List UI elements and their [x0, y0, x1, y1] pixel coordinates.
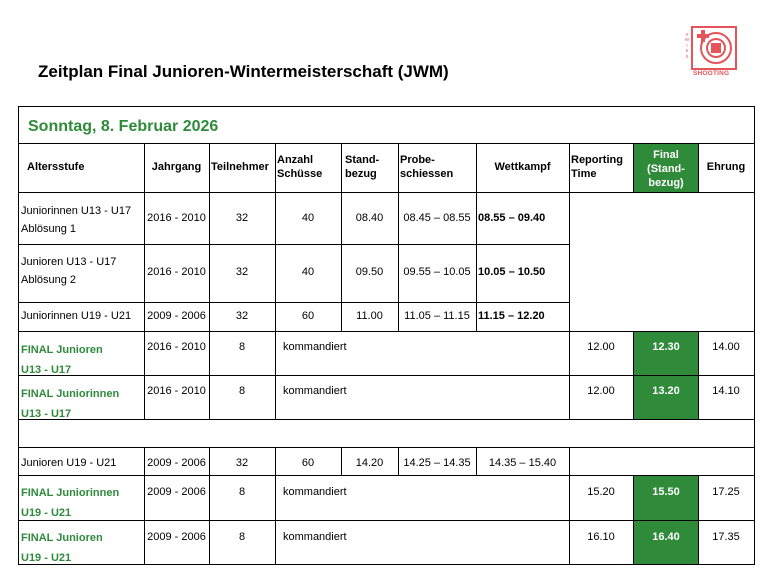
row-2-wettkampf: 10.05 – 10.50: [478, 266, 546, 278]
page-title: Zeitplan Final Junioren-Wintermeisterschaft (JWM): [38, 62, 449, 81]
row-2-probe: 09.55 – 10.05: [403, 266, 471, 278]
row-8-final: 16.40: [634, 521, 698, 564]
row-1-probe: 08.45 – 08.55: [403, 212, 471, 224]
header-teilnehmer: Teilnehmer: [211, 161, 269, 173]
day-heading: Sonntag, 8. Februar 2026: [28, 118, 219, 135]
row-8-teilnehmer: 8: [238, 531, 246, 543]
row-5-final: 13.20: [634, 376, 698, 419]
row-7-final: 15.50: [634, 476, 698, 520]
row-3-probe: 11.05 – 11.15: [404, 310, 470, 322]
header-standbezug: Stand- bezug: [345, 154, 380, 180]
row-1-standbezug: 08.40: [355, 212, 384, 224]
row-4-altersstufe: FINAL Junioren U13 - U17: [21, 344, 103, 376]
row-5-ehrung: 14.10: [712, 385, 740, 397]
row-8-altersstufe: FINAL Junioren U19 - U21: [21, 532, 103, 564]
row-4-modus: kommandiert: [283, 341, 347, 353]
logo-vertical-text: S W I S S: [684, 32, 690, 59]
row-5-teilnehmer: 8: [238, 385, 246, 397]
row-5-modus: kommandiert: [283, 385, 347, 397]
row-6-altersstufe: Junioren U19 - U21: [21, 457, 117, 469]
header-final-standbezug: Final (Stand- bezug): [634, 144, 698, 192]
row-8-modus: kommandiert: [283, 531, 347, 543]
row-2-standbezug: 09.50: [355, 266, 384, 278]
row-7-reporting: 15.20: [587, 486, 615, 498]
header-wettkampf: Wettkampf: [494, 161, 551, 173]
row-5-jahrgang: 2016 - 2010: [147, 385, 206, 397]
row-7-ehrung: 17.25: [712, 486, 740, 498]
row-6-teilnehmer: 32: [235, 457, 249, 469]
row-1-wettkampf: 08.55 – 09.40: [478, 212, 546, 224]
header-reporting-time: Reporting Time: [571, 154, 623, 180]
row-3-teilnehmer: 32: [235, 310, 249, 322]
schedule-table: [18, 106, 755, 565]
row-5-reporting: 12.00: [587, 385, 615, 397]
row-8-ehrung: 17.35: [712, 531, 740, 543]
row-7-jahrgang: 2009 - 2006: [147, 486, 206, 498]
row-5-altersstufe: FINAL Juniorinnen U13 - U17: [21, 388, 120, 420]
row-3-altersstufe: Juniorinnen U19 - U21: [21, 310, 132, 322]
row-6-schuesse: 60: [301, 457, 315, 469]
row-7-altersstufe: FINAL Juniorinnen U19 - U21: [21, 487, 120, 519]
row-6-wettkampf: 14.35 – 15.40: [488, 457, 557, 469]
header-jahrgang: Jahrgang: [151, 161, 202, 173]
row-2-schuesse: 40: [301, 266, 315, 278]
row-1-schuesse: 40: [301, 212, 315, 224]
row-6-standbezug: 14.20: [355, 457, 384, 469]
row-4-final: 12.30: [634, 332, 698, 375]
row-6-jahrgang: 2009 - 2006: [147, 457, 206, 469]
row-4-ehrung: 14.00: [712, 341, 740, 353]
header-probeschiessen: Probe- schiessen: [400, 154, 454, 180]
row-7-teilnehmer: 8: [238, 486, 246, 498]
row-3-schuesse: 60: [301, 310, 315, 322]
row-2-teilnehmer: 32: [235, 266, 249, 278]
logo-wordmark: SHOOTING: [693, 70, 730, 77]
row-2-jahrgang: 2016 - 2010: [147, 266, 206, 278]
row-4-jahrgang: 2016 - 2010: [147, 341, 206, 353]
row-8-jahrgang: 2009 - 2006: [147, 531, 206, 543]
row-1-altersstufe: Juniorinnen U13 - U17 Ablösung 1: [21, 205, 132, 235]
header-anzahl-schuesse: Anzahl Schüsse: [277, 154, 323, 180]
header-altersstufe: Altersstufe: [27, 161, 85, 173]
row-1-teilnehmer: 32: [235, 212, 249, 224]
row-2-altersstufe: Junioren U13 - U17 Ablösung 2: [21, 256, 117, 286]
row-4-reporting: 12.00: [587, 341, 615, 353]
row-7-modus: kommandiert: [283, 486, 347, 498]
row-4-teilnehmer: 8: [238, 341, 246, 353]
row-1-jahrgang: 2016 - 2010: [147, 212, 206, 224]
row-8-reporting: 16.10: [587, 531, 615, 543]
row-3-standbezug: 11.00: [356, 310, 383, 322]
row-3-jahrgang: 2009 - 2006: [147, 310, 206, 322]
row-3-wettkampf: 11.15 – 12.20: [478, 310, 545, 322]
header-ehrung: Ehrung: [706, 161, 746, 173]
row-6-probe: 14.25 – 14.35: [403, 457, 471, 469]
